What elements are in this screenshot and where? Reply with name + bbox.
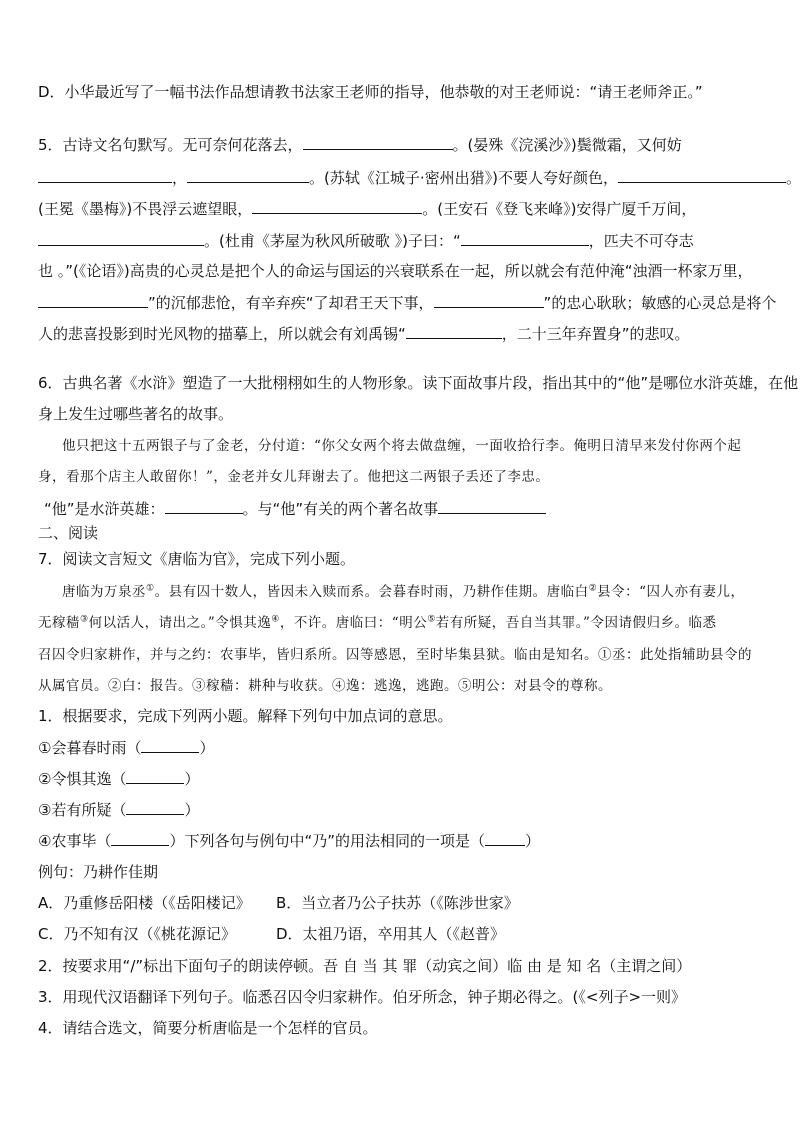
- example-line: [38, 862, 158, 882]
- answer-blank[interactable]: [438, 498, 546, 514]
- option-b[interactable]: B．当立者乃公子扶苏（《陈涉世家》: [276, 894, 519, 912]
- q5-line-2: [38, 167, 801, 188]
- answer-blank[interactable]: [126, 799, 184, 815]
- excerpt-text: 身，看那个店主人敢留你！”，金老并女儿拜谢去了。他把这二两银子丢还了李忠。: [38, 469, 550, 485]
- option-d-text: D．小华最近写了一幅书法作品想请教书法家王老师的指导，他恭敬的对王老师说：“请王老师斧正。”: [38, 83, 703, 101]
- options-line-2b: [276, 924, 505, 944]
- footnote-marker: ②: [588, 583, 598, 594]
- q5-text: 。(杜甫《茅屋为秋风所破歌 》)子曰：“: [204, 232, 461, 250]
- sub-q4-text: 4．请结合选文，简要分析唐临是一个怎样的官员。: [38, 1019, 378, 1037]
- option-d-line: [38, 82, 703, 102]
- option-c[interactable]: C．乃不知有汉（《桃花源记》: [38, 925, 236, 943]
- q6-line-1: [38, 373, 798, 393]
- q5-text: ”的沉郁悲怆，有辛弃疾“了却君王天下事，: [148, 294, 434, 312]
- answer-blank[interactable]: [38, 167, 172, 183]
- q5-text: ，二十三年弃置身”的悲叹。: [501, 325, 690, 343]
- item-text: ②令惧其逸（: [38, 770, 127, 788]
- q5-line-5: [38, 261, 753, 281]
- q6-text: 。与“他”有关的两个著名故事: [242, 500, 439, 518]
- answer-blank[interactable]: [126, 768, 184, 784]
- options-line-1: [38, 893, 251, 913]
- q5-text: ，: [172, 169, 188, 187]
- passage-line-1: [62, 582, 745, 602]
- passage-line-2: [38, 613, 716, 633]
- q6-excerpt-line-1: [62, 436, 741, 456]
- q6-excerpt-line-2: [38, 467, 549, 487]
- q5-text: 5．古诗文名句默写。无可奈何花落去，: [38, 136, 303, 154]
- item-text: ）: [184, 801, 200, 819]
- item-text: ①会暮春时雨（: [38, 739, 142, 757]
- passage-text: 唐临为万泉丞: [62, 584, 146, 600]
- q6-text: 身上发生过哪些著名的故事。: [38, 405, 234, 423]
- option-d[interactable]: D．太祖乃语，卒用其人（《赵普》: [276, 925, 506, 943]
- passage-line-4: [38, 676, 612, 696]
- section-title: 二、阅读: [38, 524, 99, 542]
- sub-q2-line: [38, 956, 691, 976]
- answer-blank[interactable]: [252, 198, 422, 214]
- answer-blank[interactable]: [38, 230, 204, 246]
- options-line-2: [38, 924, 236, 944]
- passage-line-3: [38, 645, 752, 665]
- q6-text: 6．古典名著《水浒》塑造了一大批栩栩如生的人物形象。读下面故事片段，指出其中的“他”是哪位水浒英雄，在他: [38, 374, 799, 392]
- sub-q1-line: [38, 706, 453, 726]
- footnote-marker: ①: [146, 583, 155, 594]
- item-text: ）: [184, 770, 200, 788]
- answer-blank[interactable]: [461, 230, 589, 246]
- q5-text: ”的忠心耿耿；敏感的心灵总是将个: [543, 294, 777, 312]
- excerpt-text: 他只把这十五两银子与了金老，分付道：“你父女两个将去做盘缠，一面收拾行李。俺明日清早来发付你两个起: [62, 438, 742, 454]
- sub-q1-item-3: [38, 799, 199, 820]
- q6-line-2: [38, 404, 233, 424]
- q6-answer-line: [44, 498, 546, 519]
- sub-q1-item-4: [38, 830, 540, 851]
- footnote-marker: ⑤: [427, 614, 436, 625]
- q5-text: 。(王安石《登飞来峰》)安得广厦千万间，: [422, 200, 697, 218]
- q5-text: (王冕《墨梅》)不畏浮云遮望眼，: [38, 200, 253, 218]
- sub-q1-text: 1．根据要求，完成下列两小题。解释下列句中加点词的意思。: [38, 707, 453, 725]
- q5-text: ，匹夫不可夺志: [588, 232, 694, 250]
- passage-text: 县令：“囚人亦有妻儿，: [597, 584, 745, 600]
- sub-q1-item-2: [38, 768, 199, 789]
- option-a[interactable]: A．乃重修岳阳楼（《岳阳楼记》: [38, 894, 251, 912]
- q5-text: 。: [786, 169, 801, 187]
- q5-text: 。(苏轼《江城子·密州出猎》)不要人夸好颜色，: [309, 169, 618, 187]
- passage-text: 。县有囚十数人，皆因未入赎而系。会暮春时雨，乃耕作佳期。唐临白: [154, 584, 589, 600]
- passage-text: ，不许。唐临曰：“明公: [279, 615, 428, 631]
- passage-text: 若有所疑，吾自当其罪。”令因请假归乡。临悉: [435, 615, 717, 631]
- sub-q2-text: 2．按要求用“/”标出下面句子的朗读停顿。吾 自 当 其 罪（动宾之间）临 由 是 知 名（主谓之间）: [38, 957, 692, 975]
- q5-line-7: [38, 323, 690, 344]
- passage-text: 无稼穑: [38, 615, 80, 631]
- answer-blank[interactable]: [38, 292, 148, 308]
- sub-q3-text: 3．用现代汉语翻译下列句子。临悉召囚令归家耕作。伯牙所念，钟子期必得之。(《<列子>一则》: [38, 988, 687, 1006]
- q6-text: “他”是水浒英雄：: [44, 500, 165, 518]
- q5-line-3: [38, 198, 696, 219]
- item-text: ）: [199, 739, 215, 757]
- q7-line: [38, 549, 355, 569]
- q5-text: 也 。”(《论语》)高贵的心灵总是把个人的命运与国运的兴衰联系在一起，所以就会有范仲淹“浊酒一杯家万里，: [38, 262, 753, 280]
- sub-q1-item-1: [38, 737, 214, 758]
- footnote-marker: ④: [271, 614, 280, 625]
- item-text: ③若有所疑（: [38, 801, 127, 819]
- sub-q3-line: [38, 987, 686, 1007]
- passage-text: 从属官员。②白：报告。③稼穑：耕种与收获。④逸：逃逸，逃跑。⑤明公：对县令的尊称。: [38, 678, 612, 694]
- q5-line-6: [38, 292, 776, 313]
- q5-line-4: [38, 230, 694, 251]
- answer-blank[interactable]: [485, 830, 525, 846]
- answer-blank[interactable]: [303, 134, 453, 150]
- sub-q4-line: [38, 1018, 378, 1038]
- item-text: ）: [525, 832, 541, 850]
- section-heading: [38, 523, 98, 543]
- footnote-marker: ③: [80, 614, 89, 625]
- item-text: ）下列各句与例句中“乃”的用法相同的一项是（: [169, 832, 485, 850]
- passage-text: 召囚令归家耕作，并与之约：农事毕，皆归系所。囚等感恩，至时毕集县狱。临由是知名。①丞：此处指辅助县令的: [38, 647, 752, 663]
- q5-line-1: [38, 134, 682, 155]
- answer-blank[interactable]: [187, 167, 309, 183]
- q5-text: 人的悲喜投影到时光风物的描摹上，所以就会有刘禹锡“: [38, 325, 406, 343]
- item-text: ④农事毕（: [38, 832, 112, 850]
- answer-blank[interactable]: [406, 323, 502, 339]
- example-text: 例句：乃耕作佳期: [38, 863, 159, 881]
- answer-blank[interactable]: [434, 292, 544, 308]
- answer-blank[interactable]: [165, 498, 243, 514]
- answer-blank[interactable]: [141, 737, 199, 753]
- answer-blank[interactable]: [111, 830, 169, 846]
- answer-blank[interactable]: [618, 167, 786, 183]
- q5-text: 。(晏殊《浣溪沙》)鬓微霜，又何妨: [452, 136, 682, 154]
- options-line-1b: [276, 893, 519, 913]
- passage-text: 何以活人，请出之。”令惧其逸: [88, 615, 272, 631]
- q7-text: 7．阅读文言短文《唐临为官》，完成下列小题。: [38, 550, 356, 568]
